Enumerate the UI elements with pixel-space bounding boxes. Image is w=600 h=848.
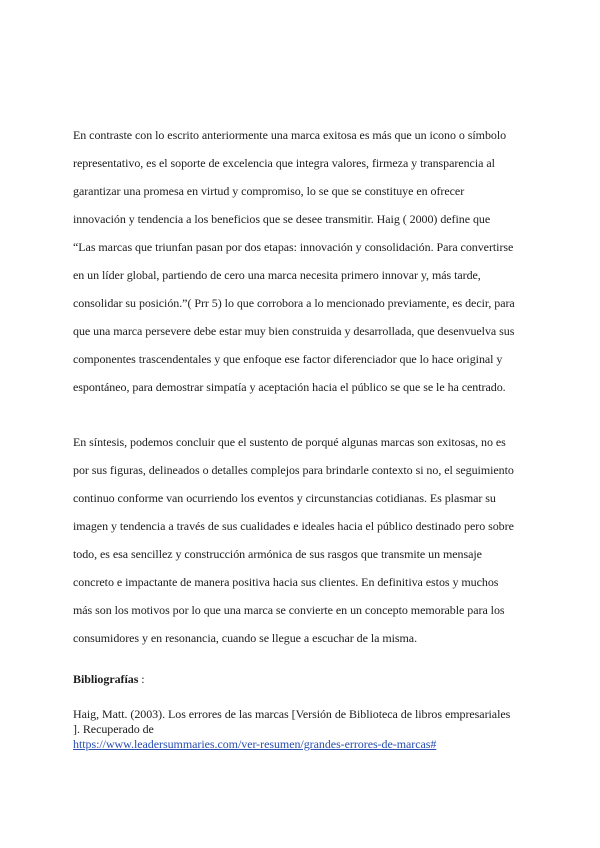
paragraph-line: consumidores y en resonancia, cuando se llegue a escuchar de la misma. [73,631,418,645]
paragraph-line: En contraste con lo escrito anteriormente una marca exitosa es más que un icono o símbolo [73,128,507,142]
reference-line: ]. Recuperado de [73,722,154,736]
reference-line: Haig, Matt. (2003). Los errores de las marcas [Versión de Biblioteca de libros empresariales [73,707,511,721]
paragraph-line: espontáneo, para demostrar simpatía y aceptación hacia el público se que se le ha centrado. [73,380,506,394]
paragraph-line: En síntesis, podemos concluir que el sustento de porqué algunas marcas son exitosas, no es [73,435,506,449]
paragraph-line: en un líder global, partiendo de cero una marca necesita primero innovar y, más tarde, [73,268,481,282]
paragraph-line: componentes trascendentales y que enfoque ese factor diferenciador que lo hace original y [73,352,503,366]
paragraph-line: que una marca persevere debe estar muy bien construida y desarrollada, que desenvuelva sus [73,324,515,338]
reference-url-line [73,737,436,751]
paragraph-line: consolidar su posición.”( Prr 5) lo que corrobora a lo mencionado previamente, es decir, para [73,296,515,310]
paragraph-line: representativo, es el soporte de excelencia que integra valores, firmeza y transparencia al [73,156,495,170]
paragraph-line: continuo conforme van ocurriendo los eventos y circunstancias cotidianas. Es plasmar su [73,491,496,505]
bibliography-heading [73,672,145,686]
bibliography-heading-colon: : [138,672,145,686]
paragraph-line: por sus figuras, delineados o detalles complejos para brindarle contexto si no, el seguimiento [73,463,514,477]
paragraph-line: innovación y tendencia a los beneficios que se desee transmitir. Haig ( 2000) define que [73,212,491,226]
bibliography-heading-text: Bibliografías [73,672,139,686]
paragraph-line: concreto e impactante de manera positiva hacia sus clientes. En definitiva estos y muchos [73,575,499,589]
paragraph-line: todo, es esa sencillez y construcción armónica de sus rasgos que transmite un mensaje [73,547,482,561]
paragraph-line: “Las marcas que triunfan pasan por dos etapas: innovación y consolidación. Para convertirse [73,240,514,254]
paragraph-line: imagen y tendencia a través de sus cualidades e ideales hacia el público destinado pero sobre [73,519,514,533]
paragraph-line: garantizar una promesa en virtud y compromiso, lo se que se constituye en ofrecer [73,184,465,198]
paragraph-line: más son los motivos por lo que una marca se convierte en un concepto memorable para los [73,603,505,617]
reference-url-link[interactable]: https://www.leadersummaries.com/ver-resumen/grandes-errores-de-marcas# [73,737,437,751]
